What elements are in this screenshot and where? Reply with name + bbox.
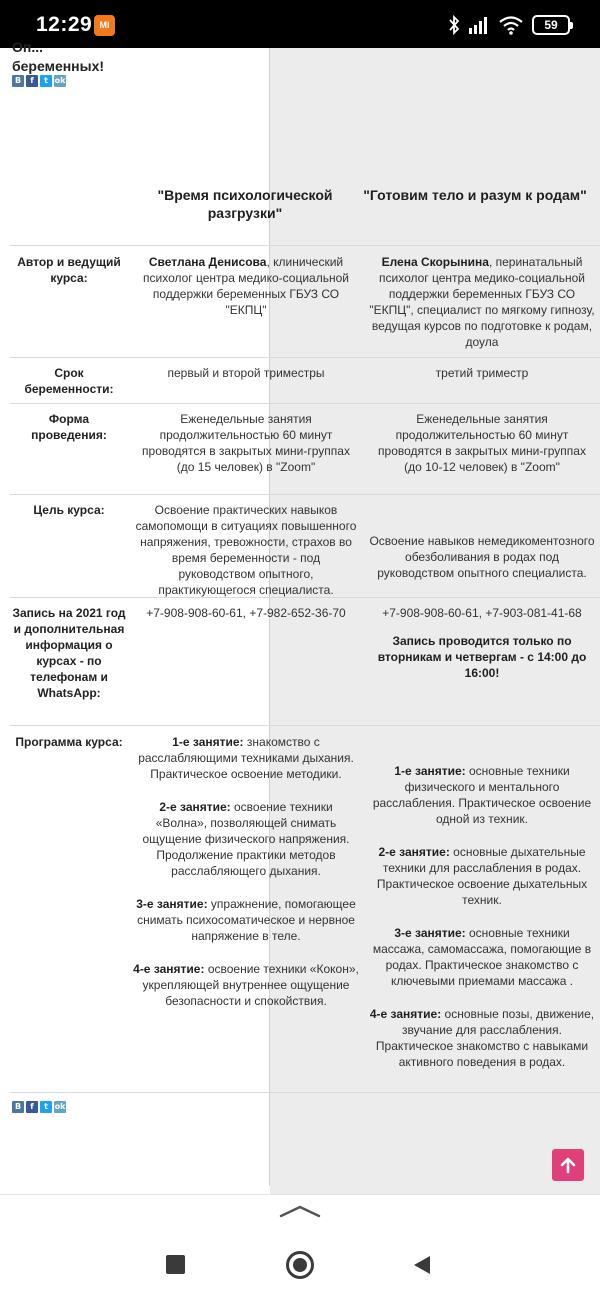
author-name: Елена Скорынина [381,255,489,269]
lesson-text: основные техники физического и ментального расслабления. Практическое освоение одной из техник. [372,764,592,826]
lesson-item [132,799,360,879]
lesson-title: 2-е занятие: [159,800,231,814]
facebook-share-icon[interactable]: f [26,75,38,87]
table-row-program [10,725,600,1093]
author-cell-course-1 [132,254,360,318]
scroll-to-top-button[interactable] [552,1149,584,1181]
course-1-title: "Время психологической разгрузки" [157,187,333,221]
course-2-title: "Готовим тело и разум к родам" [363,187,587,203]
program-cell-course-2 [368,763,596,1087]
intro-line-2: беременных! [12,58,105,74]
lesson-title: 4-е занятие: [133,962,205,976]
lesson-text: основные дыхательные техники для расслабления в родах. Практическое освоение дыхательных техник. [376,845,588,907]
term-cell-course-2: третий триместр [435,366,529,380]
lesson-item [368,763,596,827]
row-label: Цель курса: [33,503,105,517]
vk-share-icon[interactable]: B [12,1101,24,1113]
format-cell-course-1: Еженедельные занятия продолжительностью 60 минут проводятся в закрытых мини-группах (до 15 человек) в "Zoom" [142,412,350,474]
lesson-text: основные техники массажа, самомассажа, помогающие в родах. Практическое знакомство с ключевыми приемами массажа . [372,926,592,988]
term-cell-course-1: первый и второй триместры [167,366,325,380]
contact-cell-course-1[interactable]: +7-908-908-60-61, +7-982-652-36-70 [146,606,346,620]
web-page[interactable] [0,39,600,1194]
lesson-item [132,896,360,944]
lesson-text: основные позы, движение, звучание для расслабления. Практическое знакомство с навыками активного поведения в родах. [375,1007,595,1069]
table-row-format [10,403,600,494]
ok-share-icon[interactable]: ok [54,76,66,85]
share-buttons-top [12,75,66,87]
table-row-author [10,245,600,357]
author-name: Светлана Денисова [148,255,267,269]
lesson-text: знакомство с расслабляющими техниками дыхания. Практическое освоение методики. [138,735,354,781]
status-icons [448,14,570,36]
twitter-share-icon[interactable]: t [40,1101,52,1113]
browser-bottom-bar [0,1194,600,1299]
lesson-title: 1-е занятие: [172,735,244,749]
row-label: Автор и ведущий курса: [17,255,121,285]
format-cell-course-2: Еженедельные занятия продолжительностью 60 минут проводятся в закрытых мини-группах (до 10-12 человек) в "Zoom" [378,412,586,474]
recent-apps-button[interactable] [166,1255,185,1274]
lesson-title: 2-е занятие: [378,845,450,859]
lesson-item [132,961,360,1009]
chevron-up-icon[interactable] [279,1204,321,1218]
home-button[interactable] [286,1251,314,1279]
author-cell-course-2 [368,254,596,350]
author-description: , клинический психолог центра медико-социальной поддержки беременных ГБУЗ СО "ЕКПЦ" [143,255,349,317]
row-label: Запись на 2021 год и дополнительная информация о курсах - по телефонам и WhatsApp: [12,606,126,700]
goal-cell-course-2: Освоение навыков немедикоментозного обезболивания в родах под руководством опытного специалиста. [369,534,595,580]
contact-cell-course-2 [368,605,596,681]
lesson-item [368,844,596,908]
author-description: , перинатальный психолог центра медико-социальной поддержки беременных ГБУЗ СО "ЕКПЦ", специалист по мягкому гипнозу, ведущая курсов по подготовке к родам, доула [369,255,595,349]
intro-heading [12,38,292,76]
phone-numbers[interactable]: +7-908-908-60-61, +7-903-081-41-68 [382,606,582,620]
lesson-title: 3-е занятие: [136,897,208,911]
bluetooth-icon [448,15,460,35]
goal-cell-course-1: Освоение практических навыков самопомощи в ситуациях повышенного напряжения, тревожности, страхов во время беременности - под руководством опытного, практикующегося специалиста. [135,503,357,597]
table-row-contact [10,597,600,725]
row-label: Срок беременности: [24,366,114,396]
registration-note: Запись проводится только по вторникам и четвергам - с 14:00 до 16:00! [377,634,587,680]
intro-line-1: Оп... [12,39,44,55]
signal-icon [468,16,490,34]
lesson-text: освоение техники «Волна», позволяющей снимать ощущение физического напряжения. Продолжение практики методов расслабляющего дыхания. [142,800,350,878]
vk-share-icon[interactable]: B [12,75,24,87]
arrow-up-icon [559,1156,577,1174]
facebook-share-icon[interactable]: f [26,1101,38,1113]
row-label: Форма проведения: [31,412,107,442]
wifi-icon [498,15,524,35]
twitter-share-icon[interactable]: t [40,75,52,87]
lesson-item [368,925,596,989]
lesson-title: 1-е занятие: [394,764,466,778]
battery-icon: 59 [532,15,570,35]
share-buttons-bottom [12,1101,66,1113]
row-label: Программа курса: [15,735,123,749]
lesson-text: упражнение, помогающее снимать психосоматическое и нервное напряжение в теле. [137,897,356,943]
lesson-title: 4-е занятие: [369,1007,442,1021]
back-button[interactable] [412,1254,432,1276]
lesson-text: освоение техники «Кокон», укрепляющей внутреннее ощущение безопасности и спокойствия. [142,962,359,1008]
lesson-item [368,1006,596,1070]
program-cell-course-1 [132,734,360,1026]
mi-app-icon: Mi [94,15,115,36]
lesson-item [132,734,360,782]
table-row-term [10,357,600,403]
lesson-title: 3-е занятие: [394,926,466,940]
status-time: 12:29 [36,13,93,36]
table-row-goal [10,494,600,597]
ok-share-icon[interactable]: ok [54,1102,66,1111]
